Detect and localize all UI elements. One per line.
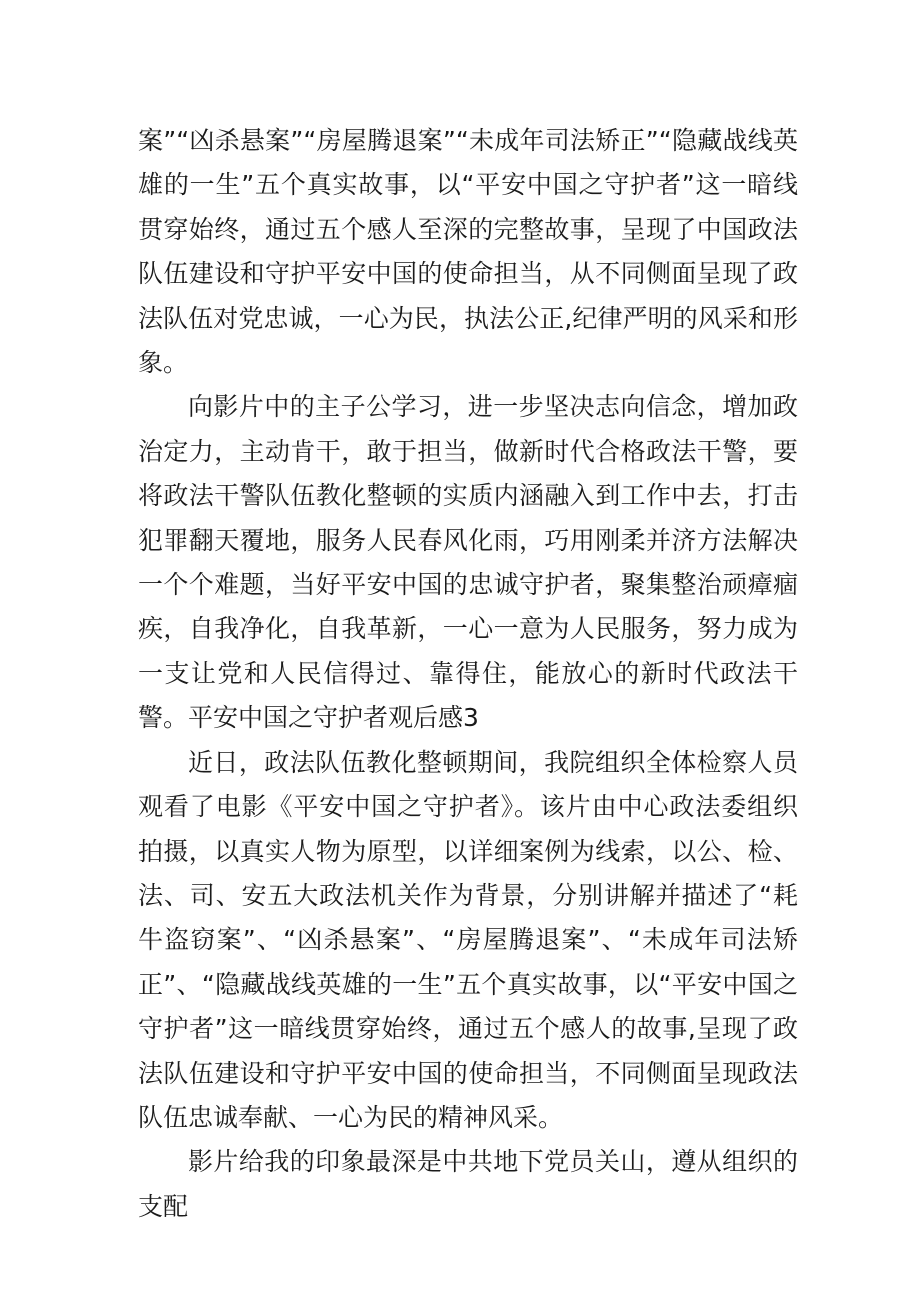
paragraph-4: 影片给我的印象最深是中共地下党员关山，遵从组织的支配 bbox=[138, 1147, 798, 1221]
paragraph-3: 近日，政法队伍教化整顿期间，我院组织全体检察人员观看了电影《平安中国之守护者》。该片由中心政法委组织拍摄，以真实人物为原型，以详细案例为线索，以公、检、法、司、安五大政法机关作为背景，分别讲解并描述了“耗牛盗窃案”、“凶杀悬案”、“房屋腾退案”、“未成年司法矫正”、“隐藏战线英雄的一生”五个真实故事，以“平安中国之守护者”这一暗线贯穿始终，通过五个感人的故事,呈现了政法队伍建设和守护平安中国的使命担当，不同侧面呈现政法队伍忠诚奉献、一心为民的精神风采。 bbox=[138, 747, 798, 1132]
paragraph-2: 向影片中的主子公学习，进一步坚决志向信念，增加政治定力，主动肯干，敢于担当，做新时代合格政法干警，要将政法干警队伍教化整顿的实质内涵融入到工作中去，打击犯罪翻天覆地，服务人民春风化雨，巧用刚柔并济方法解决一个个难题，当好平安中国的忠诚守护者，聚集整治顽瘴痼疾，自我净化，自我革新，一心一意为人民服务，努力成为一支让党和人民信得过、靠得住，能放心的新时代政法干警。平安中国之守护者观后感3 bbox=[138, 392, 798, 733]
paragraph-1: 案”“凶杀悬案”“房屋腾退案”“未成年司法矫正”“隐藏战线英雄的一生”五个真实故事，以“平安中国之守护者”这一暗线贯穿始终，通过五个感人至深的完整故事，呈现了中国政法队伍建设和守护平安中国的使命担当，从不同侧面呈现了政法队伍对党忠诚，一心为民，执法公正,纪律严明的风采和形象。 bbox=[138, 126, 798, 378]
document-body bbox=[138, 119, 798, 1229]
